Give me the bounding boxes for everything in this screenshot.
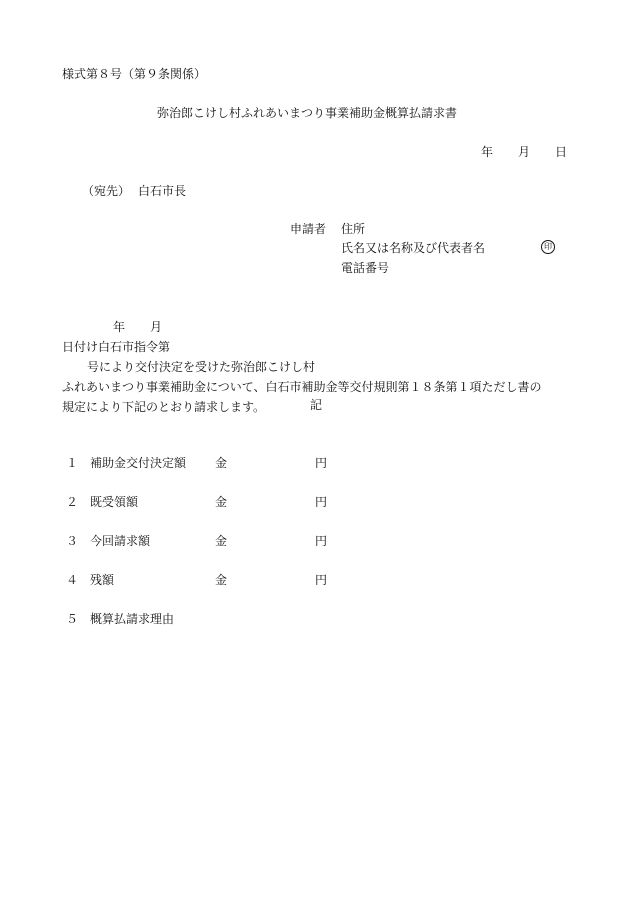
item-number: ３ <box>66 534 79 548</box>
item-kin: 金 <box>215 495 228 509</box>
item-label: 概算払請求理由 <box>90 612 175 626</box>
body-line-2: ふれあいまつり事業補助金について、白石市補助金等交付規則第１８条第１項ただし書の <box>62 380 542 394</box>
applicant-label: 申請者 <box>290 222 327 236</box>
item-label: 残額 <box>90 573 115 587</box>
applicant-phone: 電話番号 <box>341 261 390 275</box>
item-number: ４ <box>66 573 79 587</box>
item-yen: 円 <box>315 534 328 548</box>
date-year: 年 <box>481 145 494 159</box>
body-line-3: 規定により下記のとおり請求します。 <box>62 400 266 414</box>
form-label: 様式第８号（第９条関係） <box>62 67 207 81</box>
body-mid: 日付け白石市指令第 <box>62 340 171 354</box>
item-label: 既受領額 <box>90 495 139 509</box>
item-yen: 円 <box>315 573 328 587</box>
addressee-name: 白石市長 <box>138 184 187 198</box>
addressee-label: （宛先） <box>82 184 131 198</box>
item-kin: 金 <box>215 456 228 470</box>
date-day: 日 <box>555 145 568 159</box>
document-title: 弥治郎こけし村ふれあいまつり事業補助金概算払請求書 <box>157 106 458 120</box>
applicant-name: 氏名又は名称及び代表者名 <box>341 241 486 255</box>
date-month: 月 <box>518 145 531 159</box>
item-label: 今回請求額 <box>90 534 151 548</box>
body-month: 月 <box>150 320 163 334</box>
item-number: １ <box>66 456 79 470</box>
item-kin: 金 <box>215 573 228 587</box>
item-label: 補助金交付決定額 <box>90 456 187 470</box>
item-number: ５ <box>66 612 79 626</box>
seal-mark: 印 <box>541 240 555 254</box>
item-yen: 円 <box>315 456 328 470</box>
ki-heading: 記 <box>310 398 323 412</box>
body-end: 号により交付決定を受けた弥治郎こけし村 <box>87 360 316 374</box>
body-line-1 <box>62 317 578 377</box>
applicant-address: 住所 <box>341 222 366 236</box>
item-yen: 円 <box>315 495 328 509</box>
item-number: ２ <box>66 495 79 509</box>
body-year: 年 <box>113 320 126 334</box>
item-kin: 金 <box>215 534 228 548</box>
